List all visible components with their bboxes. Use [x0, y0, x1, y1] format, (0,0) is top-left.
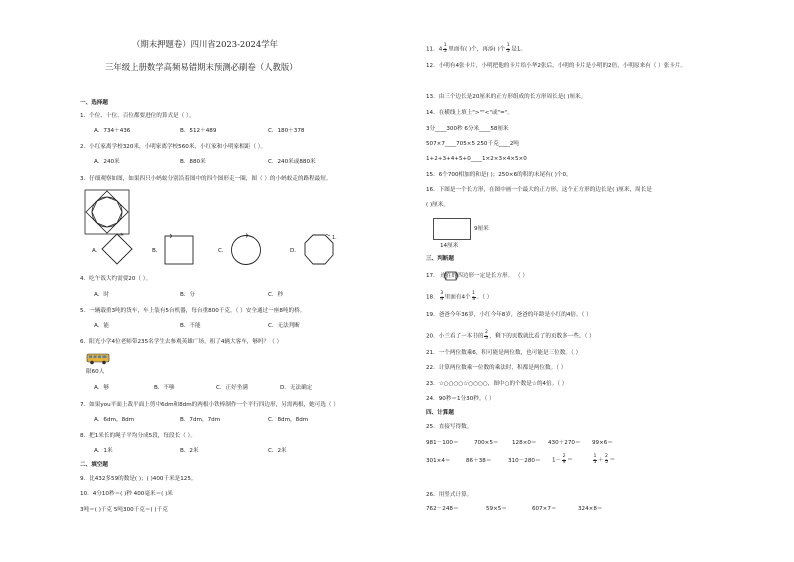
question-23: 23．☆○○○○☆○○○○，图中○的个数是☆的4倍。（ ） — [426, 381, 568, 387]
q14-row-2: 507×7____705×5 250千克____2吨 — [426, 141, 520, 147]
q16-rectangle-figure — [433, 218, 471, 240]
q18-fraction-1: $\frac{3}{4}$ — [440, 291, 444, 302]
q6-option-a: A．够 — [94, 385, 110, 391]
q14-row-3: 1+2+3+4+5+0____1×2×3×4×5×0 — [426, 156, 527, 162]
question-8: 8．把1米长的绳子平均分成5段，每段长（ ）。 — [80, 433, 196, 439]
q3-option-b-label: B． — [152, 248, 162, 254]
q25-item-4: 430＋270＝ — [548, 440, 581, 446]
q3-option-b-square — [164, 235, 194, 265]
question-10: 10．4分10秒＝( )秒 400毫米＝( )米 — [80, 491, 173, 497]
q25-item-5: 99×6＝ — [592, 440, 613, 446]
q8-option-c: C．2米 — [268, 448, 287, 454]
question-16: 16．下图是一个长方形，在图中画一个最大的正方形，这个正方形的边长是( )厘米，周长是 — [426, 187, 652, 193]
q4-option-a: A．时 — [94, 292, 110, 298]
q5-option-a: A．能 — [94, 323, 110, 329]
question-25: 25．直接写得数。 — [426, 424, 473, 430]
question-11: 11．4 $\frac{1}{5}$ 里面有( )个，再添( )个 $\frac{1}{5}$ 是1。 — [426, 43, 526, 54]
q3-option-c-circle — [230, 234, 262, 266]
question-16-part2: ( )厘米。 — [426, 202, 449, 208]
question-20: 20．小兰看了一本书的 $\frac{2}{5}$ ，剩下的页数就比看了的页数多一些。（ ） — [426, 330, 595, 341]
q4-option-c: C．秒 — [268, 292, 284, 298]
q6-bus-capacity: 限60人 — [86, 369, 105, 375]
q26-item-1: 762－248＝ — [426, 506, 459, 512]
question-5: 5．一辆载重3吨的货车，车上装有5台机器，每台重800千克，（ ）安全通过一座8吨的桥。 — [80, 308, 306, 314]
svg-text:1.: 1. — [332, 235, 337, 241]
question-15: 15．6个700相加的和是( )；250×6的积的末尾有( )个0。 — [426, 172, 572, 178]
q1-option-a: A．734＋436 — [94, 128, 131, 134]
q6-option-c: C．正好坐满 — [216, 385, 248, 391]
q2-option-a: A．240米 — [94, 159, 120, 165]
question-24: 24．90秒＝1分30秒。（ ） — [426, 396, 495, 402]
question-10-part2: 3吨＝( )千克 5吨300千克＝( )千克 — [80, 507, 168, 513]
q1-option-c: C．180＋378 — [268, 128, 305, 134]
q25-item-2: 700×5＝ — [474, 440, 499, 446]
q26-item-2: 59×5＝ — [486, 506, 507, 512]
q26-item-4: 324×8＝ — [578, 506, 603, 512]
q14-row-1: 3分____300秒 6分米____58厘米 — [426, 126, 509, 132]
question-21: 21．一个两位数乘6，积可能是两位数，也可能是三位数。（ ） — [426, 350, 582, 356]
q16-length-label: 14厘米 — [440, 243, 459, 249]
section-heading-fill: 二、填空题 — [80, 462, 108, 468]
q17-shape-icon — [443, 271, 459, 281]
q25-item-7: 86＋38＝ — [466, 458, 492, 464]
question-22: 22．计算两位数乘一位数的乘法时，积都是两位数。（ ） — [426, 365, 567, 371]
q4-option-b: B．分 — [180, 292, 196, 298]
question-7: 7．如果you平面上裁平面上剪中6dm和8dm的两根小铁棒制作一个平行四边形，另需两根，她可选（ ） — [80, 402, 339, 408]
q8-option-b: B．2米 — [180, 448, 199, 454]
q5-option-b: B．不能 — [180, 323, 201, 329]
q25-fraction-3: $\frac{2}{5}$ — [605, 454, 608, 465]
question-9: 9．比432多59的数是( )；( )400千米是125。 — [80, 476, 197, 482]
question-4: 4．吃午饭大约需要20（ ）。 — [80, 276, 152, 282]
q3-option-d-octagon — [302, 234, 336, 266]
q3-option-c-label: C． — [218, 248, 228, 254]
q3-option-a-label: A． — [92, 248, 102, 254]
q25-item-9: 1－ $\frac{2}{9}$ ＝ — [552, 454, 573, 465]
q8-option-a: A．1米 — [94, 448, 113, 454]
q25-item-8: 310－280＝ — [508, 458, 541, 464]
q3-option-d-label: D． — [290, 248, 300, 254]
q1-option-b: B．512＋489 — [180, 128, 217, 134]
section-heading-choice: 一、选择题 — [80, 100, 108, 106]
q25-item-1: 981－100＝ — [426, 440, 459, 446]
q26-item-3: 607×7＝ — [532, 506, 557, 512]
q7-option-c: C．8dm，8dm — [268, 417, 309, 423]
question-3: 3．仔细观察如图，如果四只小蚂蚁分别沿着图中的四个图形走一圈，图（ ）的小蚂蚁走的路程最短。 — [80, 176, 332, 182]
paper-title-line2: 三年级上册数学高频易错期末预测必刷卷（人教版） — [105, 62, 298, 72]
question-17: 17． 连在的四边形一定是长方形。 （ ） — [426, 273, 528, 279]
q25-fraction-1: $\frac{2}{9}$ — [562, 454, 566, 465]
q25-item-6: 301×4＝ — [426, 458, 451, 464]
question-12: 12．小明有4张卡片，小明把他的卡片给小华2张后，小明的卡片是小明的2倍，小明原来有（ ）张卡片。 — [426, 63, 687, 69]
question-19: 19．爸爸今年36岁，小红今年8岁，爸爸的年龄是小红的4倍。（ ） — [426, 312, 592, 318]
question-13: 13．由三个边长是20厘米的正方形组成的长方形周长是( )厘米。 — [426, 94, 587, 100]
q3-main-figure — [84, 189, 130, 235]
question-1: 1．个位、十位、百位都要进位的算式是（ ）。 — [80, 113, 195, 119]
paper-title-line1: （期末押题卷）四川省2023-2024学年 — [132, 39, 278, 49]
q7-option-b: B．7dm，7dm — [180, 417, 221, 423]
q7-option-a: A．6dm，8dm — [94, 417, 135, 423]
q2-option-b: B．880米 — [180, 159, 206, 165]
q25-item-3: 128×0＝ — [512, 440, 537, 446]
q11-fraction-2: $\frac{1}{5}$ — [506, 43, 510, 54]
q5-option-c: C．无法判断 — [268, 323, 300, 329]
q20-fraction: $\frac{2}{5}$ — [484, 330, 488, 341]
q3-option-a-diamond — [101, 233, 133, 265]
q25-item-10: $\frac{1}{5}$ ＋ $\frac{2}{5}$ ＝ — [593, 454, 616, 465]
q11-fraction-1: $\frac{1}{5}$ — [443, 43, 447, 54]
q6-option-b: B．不够 — [154, 385, 175, 391]
question-26: 26．用竖式计算。 — [426, 492, 473, 498]
question-18: 18． $\frac{3}{4}$ 里面有4个 $\frac{1}{3}$ 。（ ） — [426, 291, 493, 302]
q18-fraction-2: $\frac{1}{3}$ — [472, 291, 476, 302]
q6-option-d: D．无法确定 — [280, 385, 313, 391]
q16-width-label: 9厘米 — [474, 226, 489, 232]
section-heading-judge: 三、判断题 — [426, 256, 454, 262]
question-2: 2．小红家离学校320米，小明家离学校560米，小红家和小明家相距（ ）。 — [80, 144, 267, 150]
question-14: 14．在横线上填上">""<"或"="。 — [426, 110, 513, 116]
bus-icon — [86, 353, 110, 365]
q25-fraction-2: $\frac{1}{5}$ — [593, 454, 597, 465]
section-heading-calc: 四、计算题 — [426, 410, 454, 416]
q2-option-c: C．240米或880米 — [268, 159, 316, 165]
question-6: 6．阳光小学4位老师带235名学生去参观英雄广场，租了4辆大客车，够吗？（ ） — [80, 339, 283, 345]
